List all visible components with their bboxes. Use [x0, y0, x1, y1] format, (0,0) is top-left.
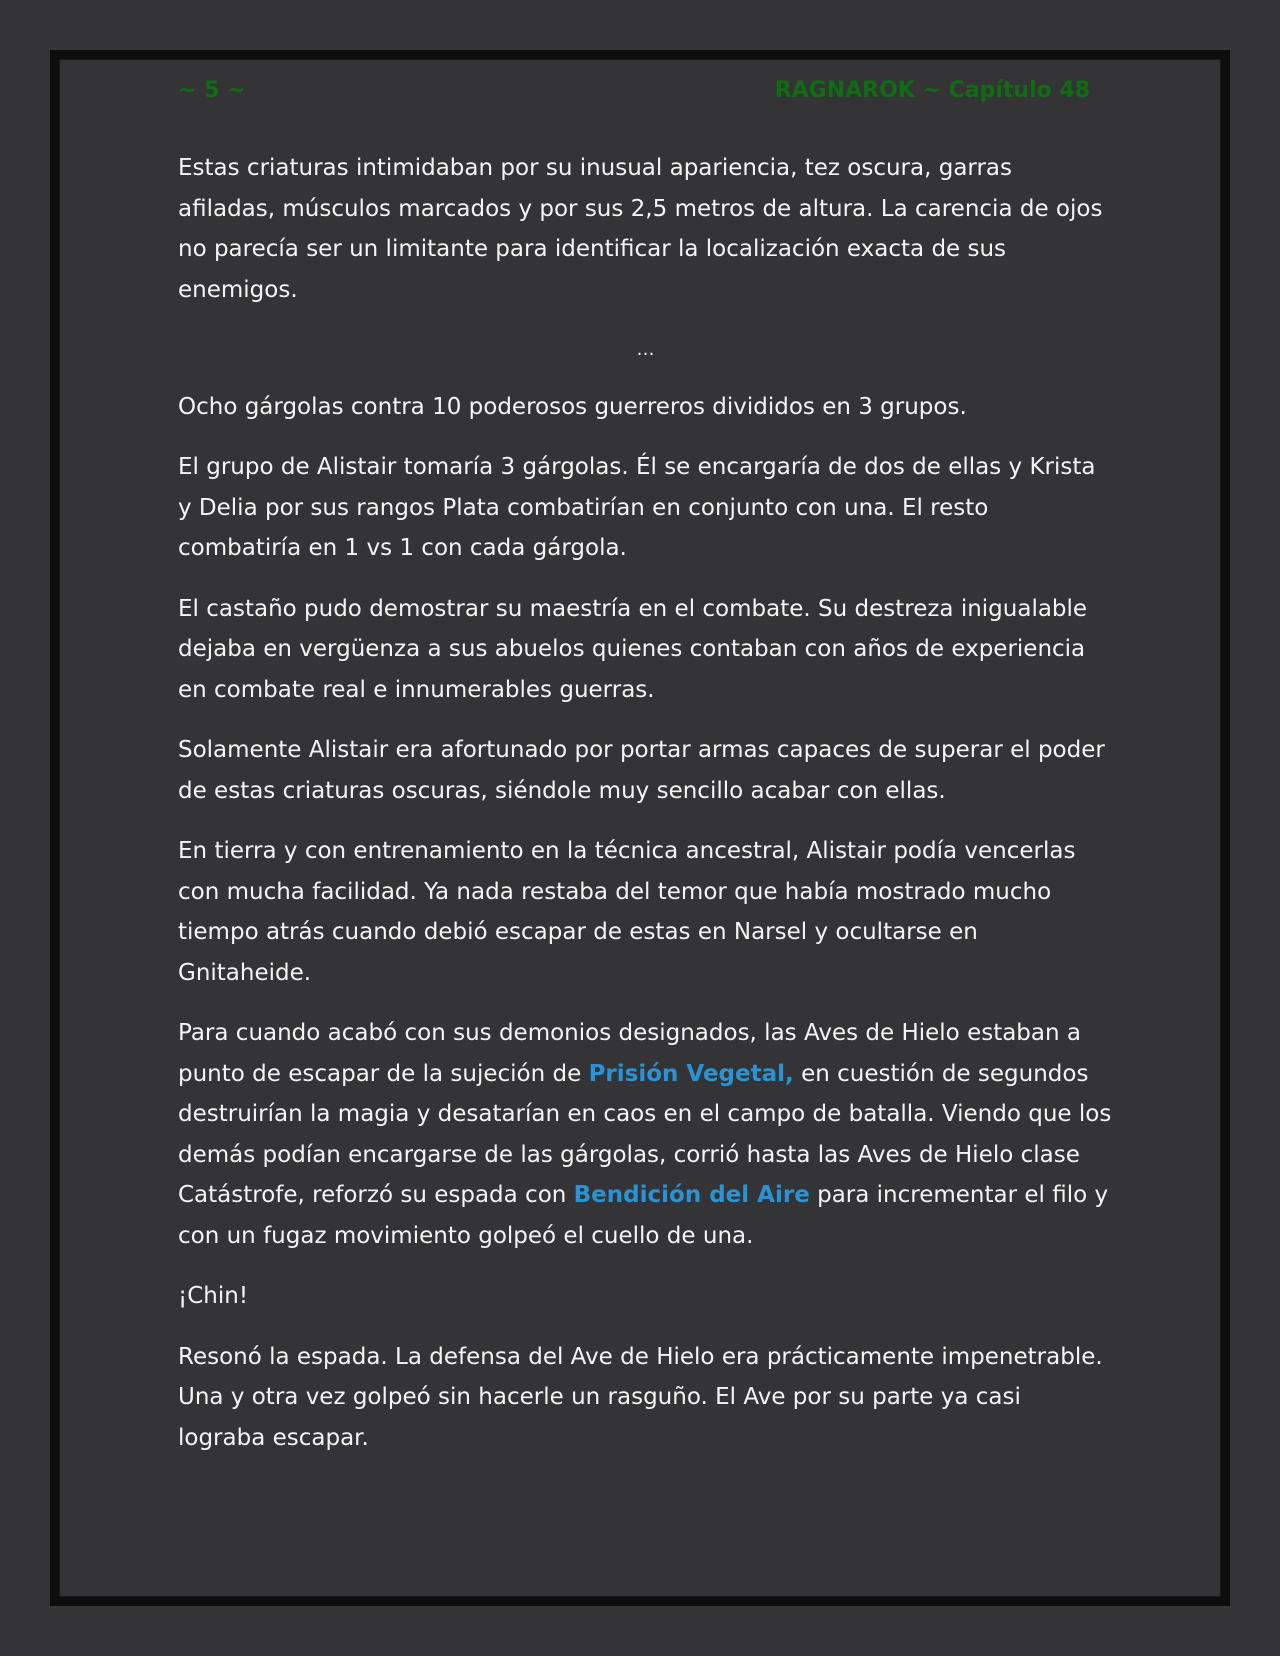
paragraph-8: ¡Chin!	[178, 1283, 249, 1309]
paragraph-6: En tierra y con entrenamiento en la técnica ancestral, Alistair podía vencerlas con mucha facilidad. Ya nada restaba del temor que había mostrado mucho tiempo atrás cuando debió escapar de estas en Narsel y ocultarse en Gnitaheide.	[178, 838, 1076, 986]
paragraph-7	[178, 1013, 1113, 1256]
paragraph-2: Ocho gárgolas contra 10 poderosos guerreros divididos en 3 grupos.	[178, 393, 967, 420]
page-number: ~ 5 ~	[178, 78, 246, 103]
spell-name-prision-vegetal: Prisión Vegetal,	[588, 1060, 794, 1087]
page-header	[178, 78, 1090, 110]
paragraph-7-part-3: para incrementar el filo y con un fugaz movimiento golpeó el cuello de una.	[178, 1182, 1109, 1249]
paragraph-1: Estas criaturas intimidaban por su inusual apariencia, tez oscura, garras afiladas, músculos marcados y por sus 2,5 metros de altura. La carencia de ojos no parecía ser un limitante para identificar la localización exacta de sus enemigos.	[178, 155, 1103, 303]
paragraph-4: El castaño pudo demostrar su maestría en el combate. Su destreza inigualable dejaba en vergüenza a sus abuelos quienes contaban con años de experiencia en combate real e innumerables guerras.	[178, 595, 1088, 703]
paragraph-7-part-1: Para cuando acabó con sus demonios designados, las Aves de Hielo estaban a punto de escapar de la sujeción de	[178, 1020, 1081, 1087]
paragraph-5: Solamente Alistair era afortunado por portar armas capaces de superar el poder de estas criaturas oscuras, siéndole muy sencillo acabar con ellas.	[178, 737, 1105, 804]
scene-separator: …	[636, 339, 655, 360]
spell-name-bendicion-del-aire: Bendición del Aire	[573, 1182, 810, 1208]
paragraph-7-part-2: en cuestión de segundos destruirían la magia y desatarían en caos en el campo de batalla. Viendo que los demás podían encargarse de las gárgolas, corrió hasta las Aves de Hielo clase Catástrofe, reforzó su espada con	[178, 1060, 1112, 1208]
paragraph-9: Resonó la espada. La defensa del Ave de Hielo era prácticamente impenetrable. Una y otra vez golpeó sin hacerle un rasguño. El Ave por su parte ya casi lograba escapar.	[178, 1343, 1103, 1451]
running-title: RAGNAROK ~ Capítulo 48	[774, 78, 1090, 103]
chapter-body	[178, 148, 1113, 1478]
paragraph-3: El grupo de Alistair tomaría 3 gárgolas. Él se encargaría de dos de ellas y Krista y Delia por sus rangos Plata combatirían en conjunto con una. El resto combatiría en 1 vs 1 con cada gárgola.	[178, 454, 1096, 561]
